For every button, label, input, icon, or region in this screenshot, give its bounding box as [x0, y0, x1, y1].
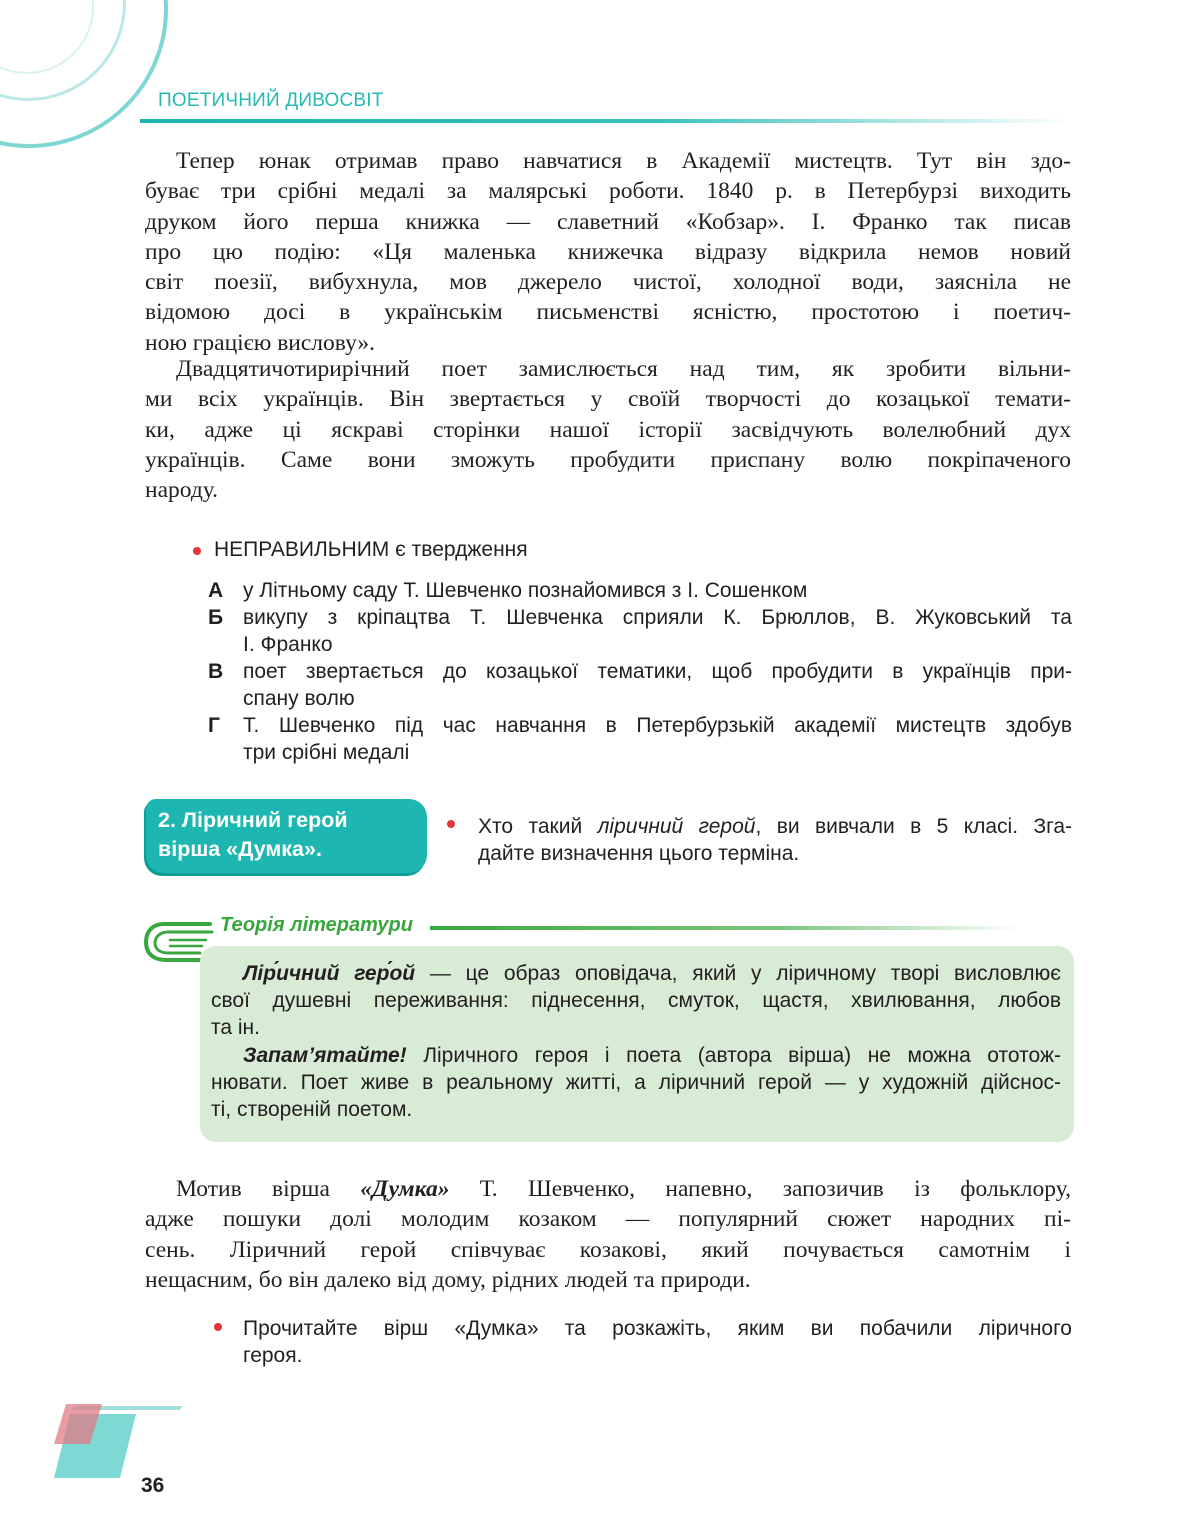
text-line: ною грацією вислову».: [145, 329, 376, 356]
theory-line: свої душевні переживання: піднесення, смуток, щастя, хвилювання, любов: [211, 989, 1061, 1012]
answer-option-a: [208, 577, 1072, 604]
text-line: сень. Ліричний герой співчуває козакові, який почувається самотнім і: [145, 1236, 1071, 1263]
text-run: , ви вивчали в 5 класі. Зга-: [755, 815, 1073, 838]
question-prompt: НЕПРАВИЛЬНИМ є твердження: [214, 538, 528, 561]
task-line: Прочитайте вірш «Думка» та розкажіть, яким ви побачили ліричного: [243, 1317, 1072, 1340]
theory-line: нювати. Поет живе в реальному житті, а ліричний герой — у художній дійснос-: [211, 1071, 1061, 1094]
option-text: Т. Шевченко під час навчання в Петербурзькій академії мистецтв здобув: [243, 714, 1072, 737]
option-text: поет звертається до козацької тематики, щоб пробудити в українців при-: [243, 660, 1072, 683]
intro-paragraph-1: [145, 146, 1071, 358]
text-line: нещасним, бо він далеко від дому, рідних людей та природи.: [145, 1266, 751, 1293]
answer-option-v: [208, 658, 1072, 712]
bullet-icon: [214, 1323, 222, 1331]
section-badge: [146, 799, 427, 873]
answer-option-h: [208, 712, 1072, 766]
bullet-icon: [193, 547, 201, 555]
text-line: [145, 1174, 1071, 1204]
text-line: народу.: [145, 477, 219, 504]
theory-line: та ін.: [211, 1016, 260, 1039]
task-line: дайте визначення цього терміна.: [478, 842, 800, 865]
task-line: [478, 813, 1072, 840]
text-line: адже пошуки долі молодим козаком — популярний сюжет народних пі-: [145, 1206, 1071, 1233]
badge-line: вірша «Думка».: [158, 837, 322, 861]
text-run: — це образ оповідача, який у ліричному творі висловлює: [415, 962, 1062, 985]
theory-rule: [430, 926, 1020, 930]
header-rule: [140, 119, 1070, 123]
text-line: Двадцятичотирирічний поет замислюється над тим, як зробити вільни-: [176, 356, 1071, 382]
term-italic: ліричний герой: [597, 815, 756, 838]
option-letter: Г: [208, 714, 220, 737]
running-header: ПОЕТИЧНИЙ ДИВОСВІТ: [158, 90, 384, 111]
text-run: Хто такий: [478, 815, 598, 838]
term-definition: Лір́ичний гер́ой: [243, 962, 416, 985]
option-text: три срібні медалі: [243, 741, 410, 764]
option-text: спану волю: [243, 687, 355, 710]
motif-paragraph: [145, 1174, 1071, 1295]
intro-paragraph-2: [145, 354, 1071, 505]
task-line: героя.: [243, 1344, 303, 1367]
text-line: Тепер юнак отримав право навчатися в Академії мистецтв. Тут він здо-: [176, 148, 1071, 174]
poem-title: «Думка»: [360, 1176, 450, 1202]
theory-line: [211, 1042, 1061, 1069]
option-letter: А: [208, 579, 224, 602]
text-line: світ поезії, вибухнула, мов джерело чистої, холодної води, заясніла не: [145, 269, 1071, 296]
text-line: друком його перша книжка — славетний «Кобзар». І. Франко так писав: [145, 208, 1071, 235]
task-recall: [478, 813, 1072, 867]
theory-title: Теорія літератури: [220, 914, 413, 936]
theory-line: [211, 960, 1061, 987]
text-line: ми всіх українців. Він звертається у своїй творчості до козацької темати-: [145, 386, 1071, 413]
option-text: у Літньому саду Т. Шевченко познайомився з І. Сошенком: [243, 579, 808, 602]
answer-option-b: [208, 604, 1072, 658]
page-number: 36: [141, 1474, 165, 1497]
text-run: Мотив вірша: [176, 1176, 361, 1202]
page-corner-decor: [50, 1400, 190, 1480]
option-letter: Б: [208, 606, 224, 629]
remember-label: Запам’ятайте!: [243, 1044, 407, 1067]
text-line: відомою досі в українськім письменстві ясністю, простотою і поетич-: [145, 299, 1071, 326]
text-run: Т. Шевченко, напевно, запозичив із фольклору,: [449, 1176, 1071, 1202]
task-read-poem: [243, 1315, 1072, 1369]
text-line: ки, адже ці яскраві сторінки нашої історії засвідчують волелюбний дух: [145, 416, 1071, 443]
text-line: про цю подію: «Ця маленька книжечка відразу відкрила немов новий: [145, 238, 1071, 265]
text-line: українців. Саме вони зможуть пробудити приспану волю покріпаченого: [145, 446, 1071, 473]
option-text: викупу з кріпацтва Т. Шевченка сприяли К. Брюллов, В. Жуковський та: [243, 606, 1072, 629]
option-letter: В: [208, 660, 224, 683]
bullet-icon: [447, 820, 455, 828]
theory-line: ті, створеній поетом.: [211, 1098, 413, 1121]
text-line: буває три срібні медалі за малярські роботи. 1840 р. в Петербурзі виходить: [145, 178, 1071, 205]
text-run: Ліричного героя і поета (автора вірша) не можна ототож-: [406, 1044, 1061, 1067]
badge-line: 2. Ліричний герой: [158, 808, 348, 832]
option-text: І. Франко: [243, 633, 333, 656]
